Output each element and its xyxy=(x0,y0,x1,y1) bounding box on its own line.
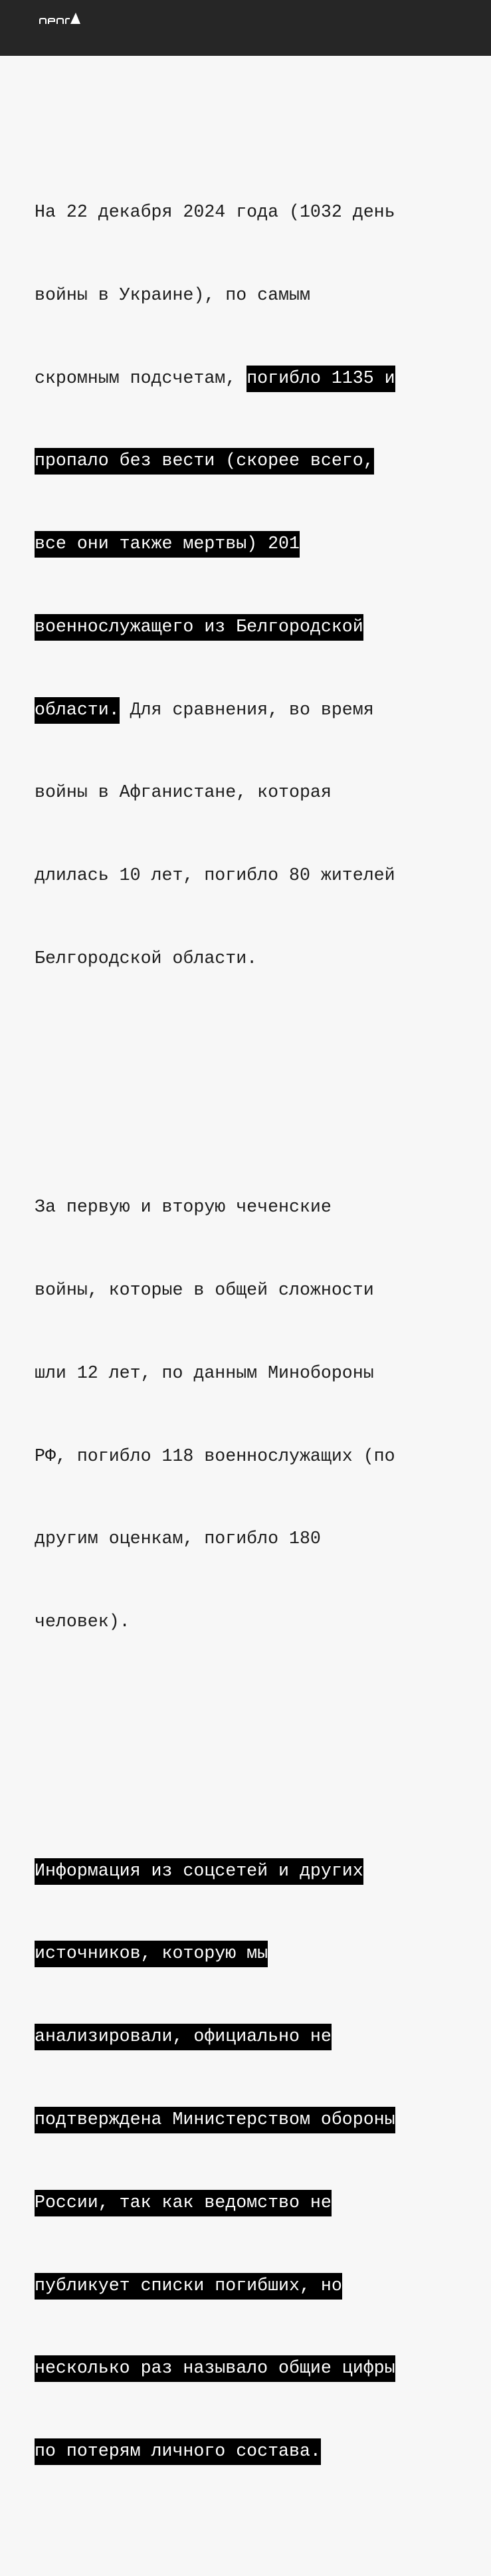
highlighted-text: области. xyxy=(35,697,120,724)
text-line xyxy=(35,2355,466,2383)
highlighted-text: пропало без вести (скорее всего, xyxy=(35,448,374,475)
text-line xyxy=(35,447,466,475)
highlighted-text: источников, которую мы xyxy=(35,1941,268,1967)
text-line xyxy=(35,2438,466,2466)
highlighted-text: все они также мертвы) 201 xyxy=(35,531,300,558)
text-line: войны, которые в общей сложности xyxy=(35,1280,374,1301)
paragraph-disclaimer xyxy=(35,1802,466,2520)
text-line: скромным подсчетам, погибло 1135 и xyxy=(35,365,466,393)
text-line: За первую и вторую чеченские xyxy=(35,1197,332,1218)
highlighted-text: несколько раз называло общие цифры xyxy=(35,2355,395,2382)
text-line: другим оценкам, погибло 180 xyxy=(35,1529,321,1549)
top-bar xyxy=(0,0,491,56)
text-line: Белгородской области. xyxy=(35,948,258,968)
highlighted-text: Информация из соцсетей и других xyxy=(35,1858,363,1885)
paragraph-chechen-wars xyxy=(35,1138,466,1691)
text-line: области. Для сравнения, во время xyxy=(35,697,466,724)
article-body xyxy=(35,60,466,2576)
pepa-logo-icon[interactable] xyxy=(39,11,82,25)
text-line: РФ, погибло 118 военнослужащих (по xyxy=(35,1446,395,1466)
text-line xyxy=(35,2106,466,2134)
text-line xyxy=(35,530,466,558)
text-line xyxy=(35,2272,466,2300)
text-line xyxy=(35,2023,466,2051)
text-line: человек). xyxy=(35,1612,130,1632)
text-line: войны в Украине), по самым xyxy=(35,284,310,305)
text-line: На 22 декабря 2024 года (1032 день xyxy=(35,201,395,222)
text-line xyxy=(35,1940,466,1968)
paragraph-belgorod-losses xyxy=(35,144,466,1028)
highlighted-text: публикует списки погибших, но xyxy=(35,2273,342,2300)
text-line: войны в Афганистане, которая xyxy=(35,782,332,803)
highlighted-text: погибло 1135 и xyxy=(246,366,395,392)
highlighted-text: подтверждена Министерством обороны xyxy=(35,2107,395,2133)
highlighted-text: военнослужащего из Белгородской xyxy=(35,614,363,641)
text-line: длилась 10 лет, погибло 80 жителей xyxy=(35,865,395,886)
text-line xyxy=(35,613,466,641)
text-line xyxy=(35,1858,466,1885)
text-line xyxy=(35,2189,466,2217)
highlighted-text: по потерям личного состава. xyxy=(35,2438,321,2465)
highlighted-text: России, так как ведомство не xyxy=(35,2190,332,2216)
text-line: шли 12 лет, по данным Минобороны xyxy=(35,1362,374,1383)
highlighted-text: анализировали, официально не xyxy=(35,2024,332,2050)
